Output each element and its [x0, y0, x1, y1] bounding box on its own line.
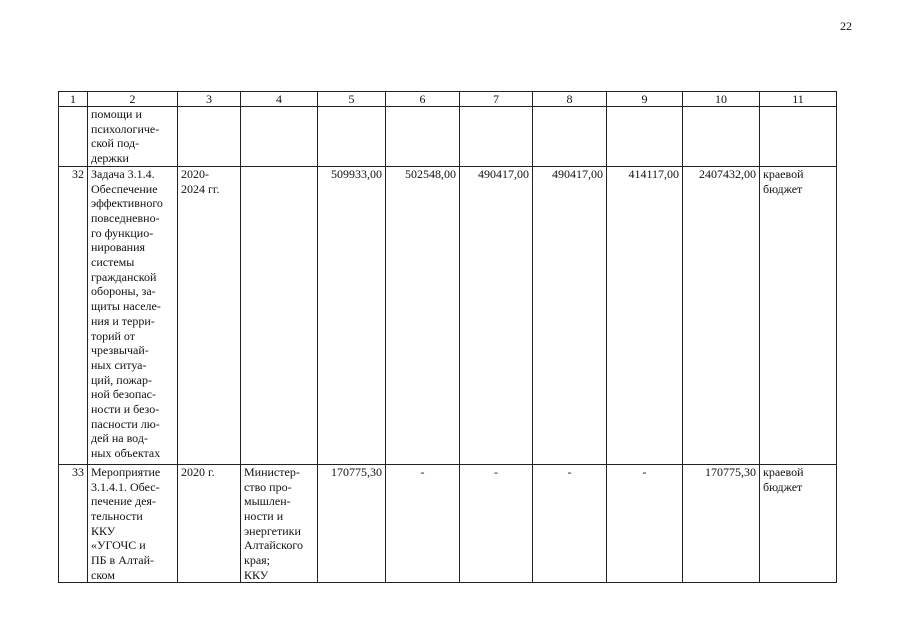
- row-number-cell: 32: [59, 166, 88, 464]
- column-number-row: [59, 92, 837, 107]
- task-name-cell-line: чрезвычай-: [91, 343, 149, 358]
- table-row: [59, 166, 837, 464]
- column-header: 9: [607, 92, 683, 107]
- executor-cell-line: мышлен-: [244, 494, 291, 509]
- task-name-cell-line: го функцио-: [91, 225, 154, 240]
- funding-source-cell-line: краевой: [763, 464, 804, 479]
- amount-cell: 502548,00: [386, 166, 460, 464]
- amount-cell: 170775,30: [318, 464, 386, 583]
- amount-cell: [460, 107, 533, 167]
- task-name-cell-line: держки: [91, 151, 129, 166]
- task-name-cell-line: ности и безо-: [91, 402, 160, 417]
- total-cell: 170775,30: [683, 464, 760, 583]
- amount-cell: [607, 107, 683, 167]
- executor-cell-line: Алтайского: [244, 538, 303, 553]
- row-number-cell: [59, 107, 88, 167]
- amount-cell: [533, 107, 607, 167]
- amount-cell: [318, 107, 386, 167]
- funding-source-cell: [760, 464, 837, 583]
- executor-cell-line: ККУ: [244, 567, 269, 582]
- column-header: 6: [386, 92, 460, 107]
- task-name-cell-line: ском: [91, 567, 115, 582]
- column-header: 8: [533, 92, 607, 107]
- task-name-cell: [88, 464, 178, 583]
- task-name-cell-line: ской под-: [91, 136, 140, 151]
- total-cell: 2407432,00: [683, 166, 760, 464]
- amount-cell: 490417,00: [460, 166, 533, 464]
- task-name-cell-line: печение дея-: [91, 494, 156, 509]
- task-name-cell-line: ных объектах: [91, 446, 161, 461]
- amount-cell: 414117,00: [607, 166, 683, 464]
- funding-source-cell-line: краевой: [763, 166, 804, 181]
- task-name-cell-line: пасности лю-: [91, 416, 160, 431]
- executor-cell-line: Министер-: [244, 464, 300, 479]
- task-name-cell-line: ПБ в Алтай-: [91, 553, 155, 568]
- task-name-cell-line: нирования: [91, 240, 146, 255]
- column-header: 4: [241, 92, 318, 107]
- table-row: [59, 107, 837, 167]
- column-header: 1: [59, 92, 88, 107]
- amount-cell: [386, 107, 460, 167]
- period-cell-line: 2024 гг.: [181, 181, 220, 196]
- task-name-cell-line: щиты населе-: [91, 299, 161, 314]
- amount-cell: 509933,00: [318, 166, 386, 464]
- task-name-cell-line: обороны, за-: [91, 284, 156, 299]
- task-name-cell-line: Мероприятие: [91, 464, 161, 479]
- task-name-cell-line: психологиче-: [91, 121, 160, 136]
- column-header: 10: [683, 92, 760, 107]
- funding-source-cell: [760, 166, 837, 464]
- task-name-cell-line: эффективного: [91, 196, 163, 211]
- amount-cell: 490417,00: [533, 166, 607, 464]
- amount-cell: -: [607, 464, 683, 583]
- column-header: 2: [88, 92, 178, 107]
- period-cell-line: 2020 г.: [181, 464, 215, 479]
- executor-cell-line: ности и: [244, 508, 284, 523]
- task-name-cell-line: «УГОЧС и: [91, 538, 146, 553]
- column-header: 7: [460, 92, 533, 107]
- task-name-cell-line: повседневно-: [91, 210, 160, 225]
- funding-source-cell: [760, 107, 837, 167]
- task-name-cell: [88, 166, 178, 464]
- executor-cell-line: края;: [244, 553, 271, 568]
- column-header: 5: [318, 92, 386, 107]
- amount-cell: -: [533, 464, 607, 583]
- funding-source-cell-line: бюджет: [763, 479, 803, 494]
- task-name-cell-line: системы: [91, 255, 135, 270]
- program-table: [58, 91, 837, 583]
- task-name-cell-line: ций, пожар-: [91, 372, 153, 387]
- task-name-cell-line: 3.1.4.1. Обес-: [91, 479, 160, 494]
- executor-cell-line: энергетики: [244, 523, 301, 538]
- amount-cell: -: [460, 464, 533, 583]
- table-row: [59, 464, 837, 583]
- task-name-cell-line: тельности: [91, 508, 143, 523]
- task-name-cell-line: помощи и: [91, 107, 142, 121]
- page-number: 22: [840, 19, 852, 33]
- row-number-cell: 33: [59, 464, 88, 583]
- column-header: 11: [760, 92, 837, 107]
- column-header: 3: [178, 92, 241, 107]
- task-name-cell-line: торий от: [91, 328, 136, 343]
- executor-cell: [241, 166, 318, 464]
- table-body: [59, 107, 837, 583]
- task-name-cell-line: дей на вод-: [91, 431, 148, 446]
- funding-source-cell-line: бюджет: [763, 181, 803, 196]
- task-name-cell-line: Задача 3.1.4.: [91, 166, 155, 181]
- task-name-cell-line: ных ситуа-: [91, 357, 147, 372]
- task-name-cell-line: ККУ: [91, 523, 116, 538]
- period-cell-line: 2020-: [181, 166, 209, 181]
- executor-cell: [241, 107, 318, 167]
- task-name-cell-line: ния и терри-: [91, 313, 155, 328]
- period-cell: [178, 464, 241, 583]
- period-cell: [178, 166, 241, 464]
- total-cell: [683, 107, 760, 167]
- amount-cell: -: [386, 464, 460, 583]
- executor-cell: [241, 464, 318, 583]
- task-name-cell-line: ной безопас-: [91, 387, 157, 402]
- executor-cell-line: ство про-: [244, 479, 292, 494]
- program-table-container: [58, 91, 837, 583]
- task-name-cell: [88, 107, 178, 167]
- task-name-cell-line: Обеспечение: [91, 181, 158, 196]
- task-name-cell-line: гражданской: [91, 269, 157, 284]
- period-cell: [178, 107, 241, 167]
